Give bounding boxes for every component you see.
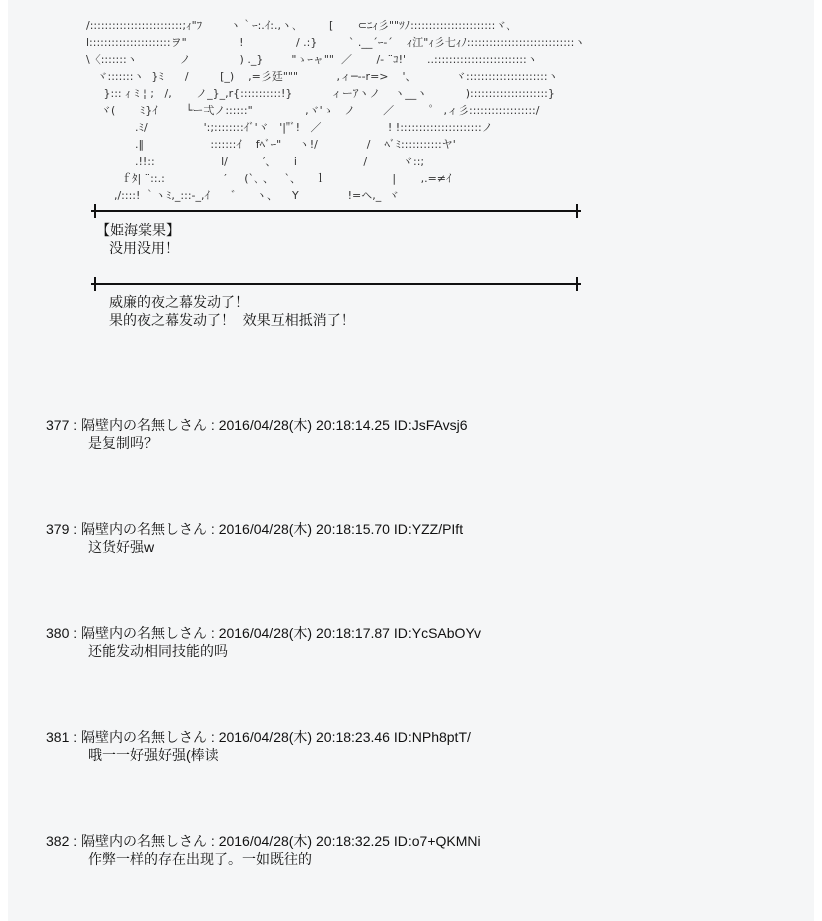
post-number[interactable]: 379 [46, 521, 70, 537]
post-time: 20:18:23.46 [316, 729, 390, 745]
post-author: 隔壁内の名無しさん [81, 625, 208, 641]
post-time: 20:18:15.70 [316, 521, 390, 537]
post-date: 2016/04/28(木) [218, 521, 313, 537]
post-date: 2016/04/28(木) [218, 625, 313, 641]
ascii-art: /:::::::::::::::::::::::::;ｨ"ﾌ ヽ｀ｰ:.ｲ:.,ヽ､ [ ⊂ﾆｨ彡""ﾂﾉ:::::::::::::::::::::::ヾ､ l::::::::::::::::::::::ヲ" ! / .:} ` .__´ｰ-´ ｨ江"ｨ彡七ｨﾉ:::::::::::::::::::::::::::::ヽ \〈:::::::ヽ ノ ) ._} "ゝｰャ"" ／ /- ¨ｺ!' ..:::::::::::::::::::::::::ヽ ヾ:::::::ヽ }ﾐ / [_) ,=彡廷""" ,ィ─--r=> '、 ヾ::::::::::::::::::::::ヽ }::: ｨ ﾐ ¦ ; /, ノ_}_,r{:::::::::::!} ィーｱヽノ ヽ__ヽ ):::::::::::::::::::::} ヾ( ﾐ}ｲ └ー弌ノ::::::" ,ヾ'ゝ ノ ／ ゜ ,ィ彡::::::::::::::::::/ .ﾐ/ ':;::::::::ｲﾞ'ヾ '|"ﾞ! ／ ! !::::::::::::::::::::::ノ .‖ :::::::ｲ fﾍﾞｰ" ヽ!/ / ﾍﾞﾐ:::::::::::ヤ' .!!:: l/ ′、 i / ヾ::; ｆﾀ| ¨::.: ′ (`､ 、 `、 ｌ | ,.=≠ｲ ,/::::! ｀ヽﾐ,_:::-_,ｲ ゛ ヽ、 Y !=ヘ,_ ヾ [86, 19, 586, 202]
post [46, 416, 468, 452]
post-header: 380 : 隔壁内の名無しさん : 2016/04/28(木) 20:18:17.87 ID:YcSAbOYv [46, 625, 482, 641]
post-header: 381 : 隔壁内の名無しさん : 2016/04/28(木) 20:18:23.46 ID:NPh8ptT/ [46, 729, 471, 745]
post-number[interactable]: 381 [46, 729, 70, 745]
post-id[interactable]: ID:YZZ/PIft [393, 521, 464, 537]
speaker-label: 【姫海棠果】 [96, 222, 180, 238]
post-body: 还能发动相同技能的吗 [88, 643, 228, 659]
post-header: 382 : 隔壁内の名無しさん : 2016/04/28(木) 20:18:32.25 ID:o7+QKMNi [46, 833, 481, 849]
post [46, 520, 463, 556]
post-author: 隔壁内の名無しさん [81, 521, 208, 537]
dialogue-line: 没用没用！ [109, 240, 179, 256]
post-header: 377 : 隔壁内の名無しさん : 2016/04/28(木) 20:18:14.25 ID:JsFAvsj6 [46, 417, 468, 433]
post [46, 832, 481, 868]
post-date: 2016/04/28(木) [218, 833, 313, 849]
post-time: 20:18:32.25 [316, 833, 390, 849]
post-number[interactable]: 382 [46, 833, 70, 849]
post [46, 624, 481, 660]
post-time: 20:18:17.87 [316, 625, 390, 641]
narration-line: 果的夜之幕发动了！ 效果互相抵消了！ [109, 312, 355, 328]
post-author: 隔壁内の名無しさん [81, 833, 208, 849]
post-body: 这货好强w [88, 539, 155, 555]
post-id[interactable]: ID:JsFAvsj6 [393, 417, 468, 433]
post-id[interactable]: ID:NPh8ptT/ [393, 729, 471, 745]
post-body: 哦一一好强好强(棒读 [88, 747, 219, 763]
divider-rule [94, 277, 578, 291]
post-number[interactable]: 377 [46, 417, 70, 433]
narration-line: 威廉的夜之幕发动了！ [109, 294, 249, 310]
post-author: 隔壁内の名無しさん [81, 417, 208, 433]
post-id[interactable]: ID:YcSAbOYv [393, 625, 482, 641]
thread-page [8, 0, 814, 921]
post-body: 是复制吗？ [88, 435, 158, 451]
post-date: 2016/04/28(木) [218, 729, 313, 745]
post-author: 隔壁内の名無しさん [81, 729, 208, 745]
post-date: 2016/04/28(木) [218, 417, 313, 433]
post-id[interactable]: ID:o7+QKMNi [393, 833, 481, 849]
divider-rule [94, 204, 578, 218]
post-number[interactable]: 380 [46, 625, 70, 641]
post-header: 379 : 隔壁内の名無しさん : 2016/04/28(木) 20:18:15.70 ID:YZZ/PIft [46, 521, 464, 537]
post-body: 作弊一样的存在出现了。一如既往的 [88, 851, 312, 867]
post-time: 20:18:14.25 [316, 417, 390, 433]
post [46, 728, 471, 764]
